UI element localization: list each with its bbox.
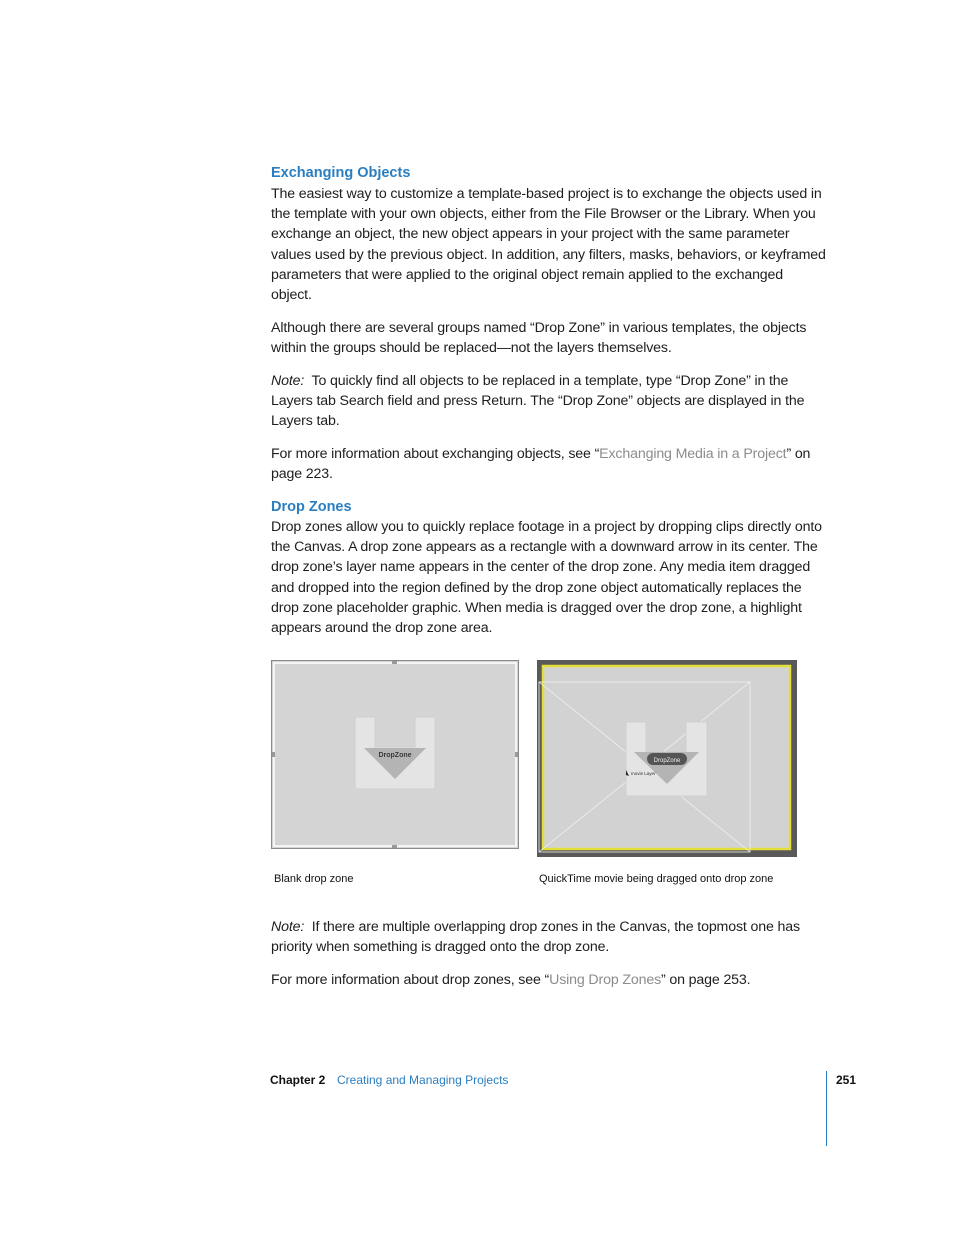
body-paragraph: Drop zones allow you to quickly replace footage in a project by dropping clips directly onto the Canvas. A drop zone appears as a rectangle with a downward arrow in its center. The drop zone’s layer name appears in the center of the drop zone. Any media item dragged and dropped into the region defined by the drop zone object automatically replaces the drop zone placeholder graphic. When media is dragged over the drop zone, a highlight appears around the drop zone area. [271,519,822,637]
ref-text: ” on page 253. [661,972,751,988]
drop-zone-label: DropZone [378,752,412,759]
body-paragraph: Although there are several groups named “Drop Zone” in various templates, the objects within the groups should be replaced—not the layers themselves. [271,320,807,357]
drag-graphic [537,660,797,857]
page-number: 251 [836,1073,857,1087]
drop-zone-label: DropZone [653,758,681,764]
section-heading-exchanging-objects: Exchanging Objects [271,165,411,181]
cross-reference-paragraph [271,970,827,990]
section-heading-drop-zones: Drop Zones [271,499,352,515]
ref-text: For more information about exchanging objects, see “ [271,446,600,462]
note-paragraph [271,917,827,957]
note-text: To quickly find all objects to be replaced in a template, type “Drop Zone” in the Layers tab Search field and press Return. The “Drop Zone” objects are displayed in the Layers tab. [271,373,805,430]
caption-blank-drop-zone: Blank drop zone [274,873,354,885]
footer-divider [826,1071,827,1146]
drop-zone-graphic [272,661,518,848]
ref-text: ” on page 223. [271,446,811,483]
note-label: Note: [271,373,305,389]
footer-chapter-title[interactable]: Creating and Managing Projects [337,1073,509,1087]
body-paragraph: The easiest way to customize a template-based project is to exchange the objects used in the template with your own objects, either from the File Browser or the Library. When you exchange an object, the new object appears in your project with the same parameter values used by the previous object. In addition, any filters, masks, behaviors, or keyframed parameters that were applied to the original object remain applied to the exchanged object. [271,186,826,304]
blank-drop-zone-figure [271,660,519,849]
drag-layer-label: movie Layer [631,771,656,776]
handle [392,845,397,848]
cross-reference-paragraph [271,444,827,484]
caption-quicktime-drag: QuickTime movie being dragged onto drop zone [539,873,774,885]
handle [392,661,397,664]
note-text: If there are multiple overlapping drop zones in the Canvas, the topmost one has priority when something is dragged onto the drop zone. [271,919,800,956]
handle [272,752,275,757]
note-paragraph [271,371,827,432]
footer-chapter: Chapter 2 [270,1073,326,1087]
link-using-drop-zones[interactable]: Using Drop Zones [549,972,662,988]
drag-highlight-figure [537,660,797,857]
handle [515,752,518,757]
note-label: Note: [271,919,305,935]
ref-text: For more information about drop zones, see “ [271,972,550,988]
link-exchanging-media[interactable]: Exchanging Media in a Project [599,446,787,462]
